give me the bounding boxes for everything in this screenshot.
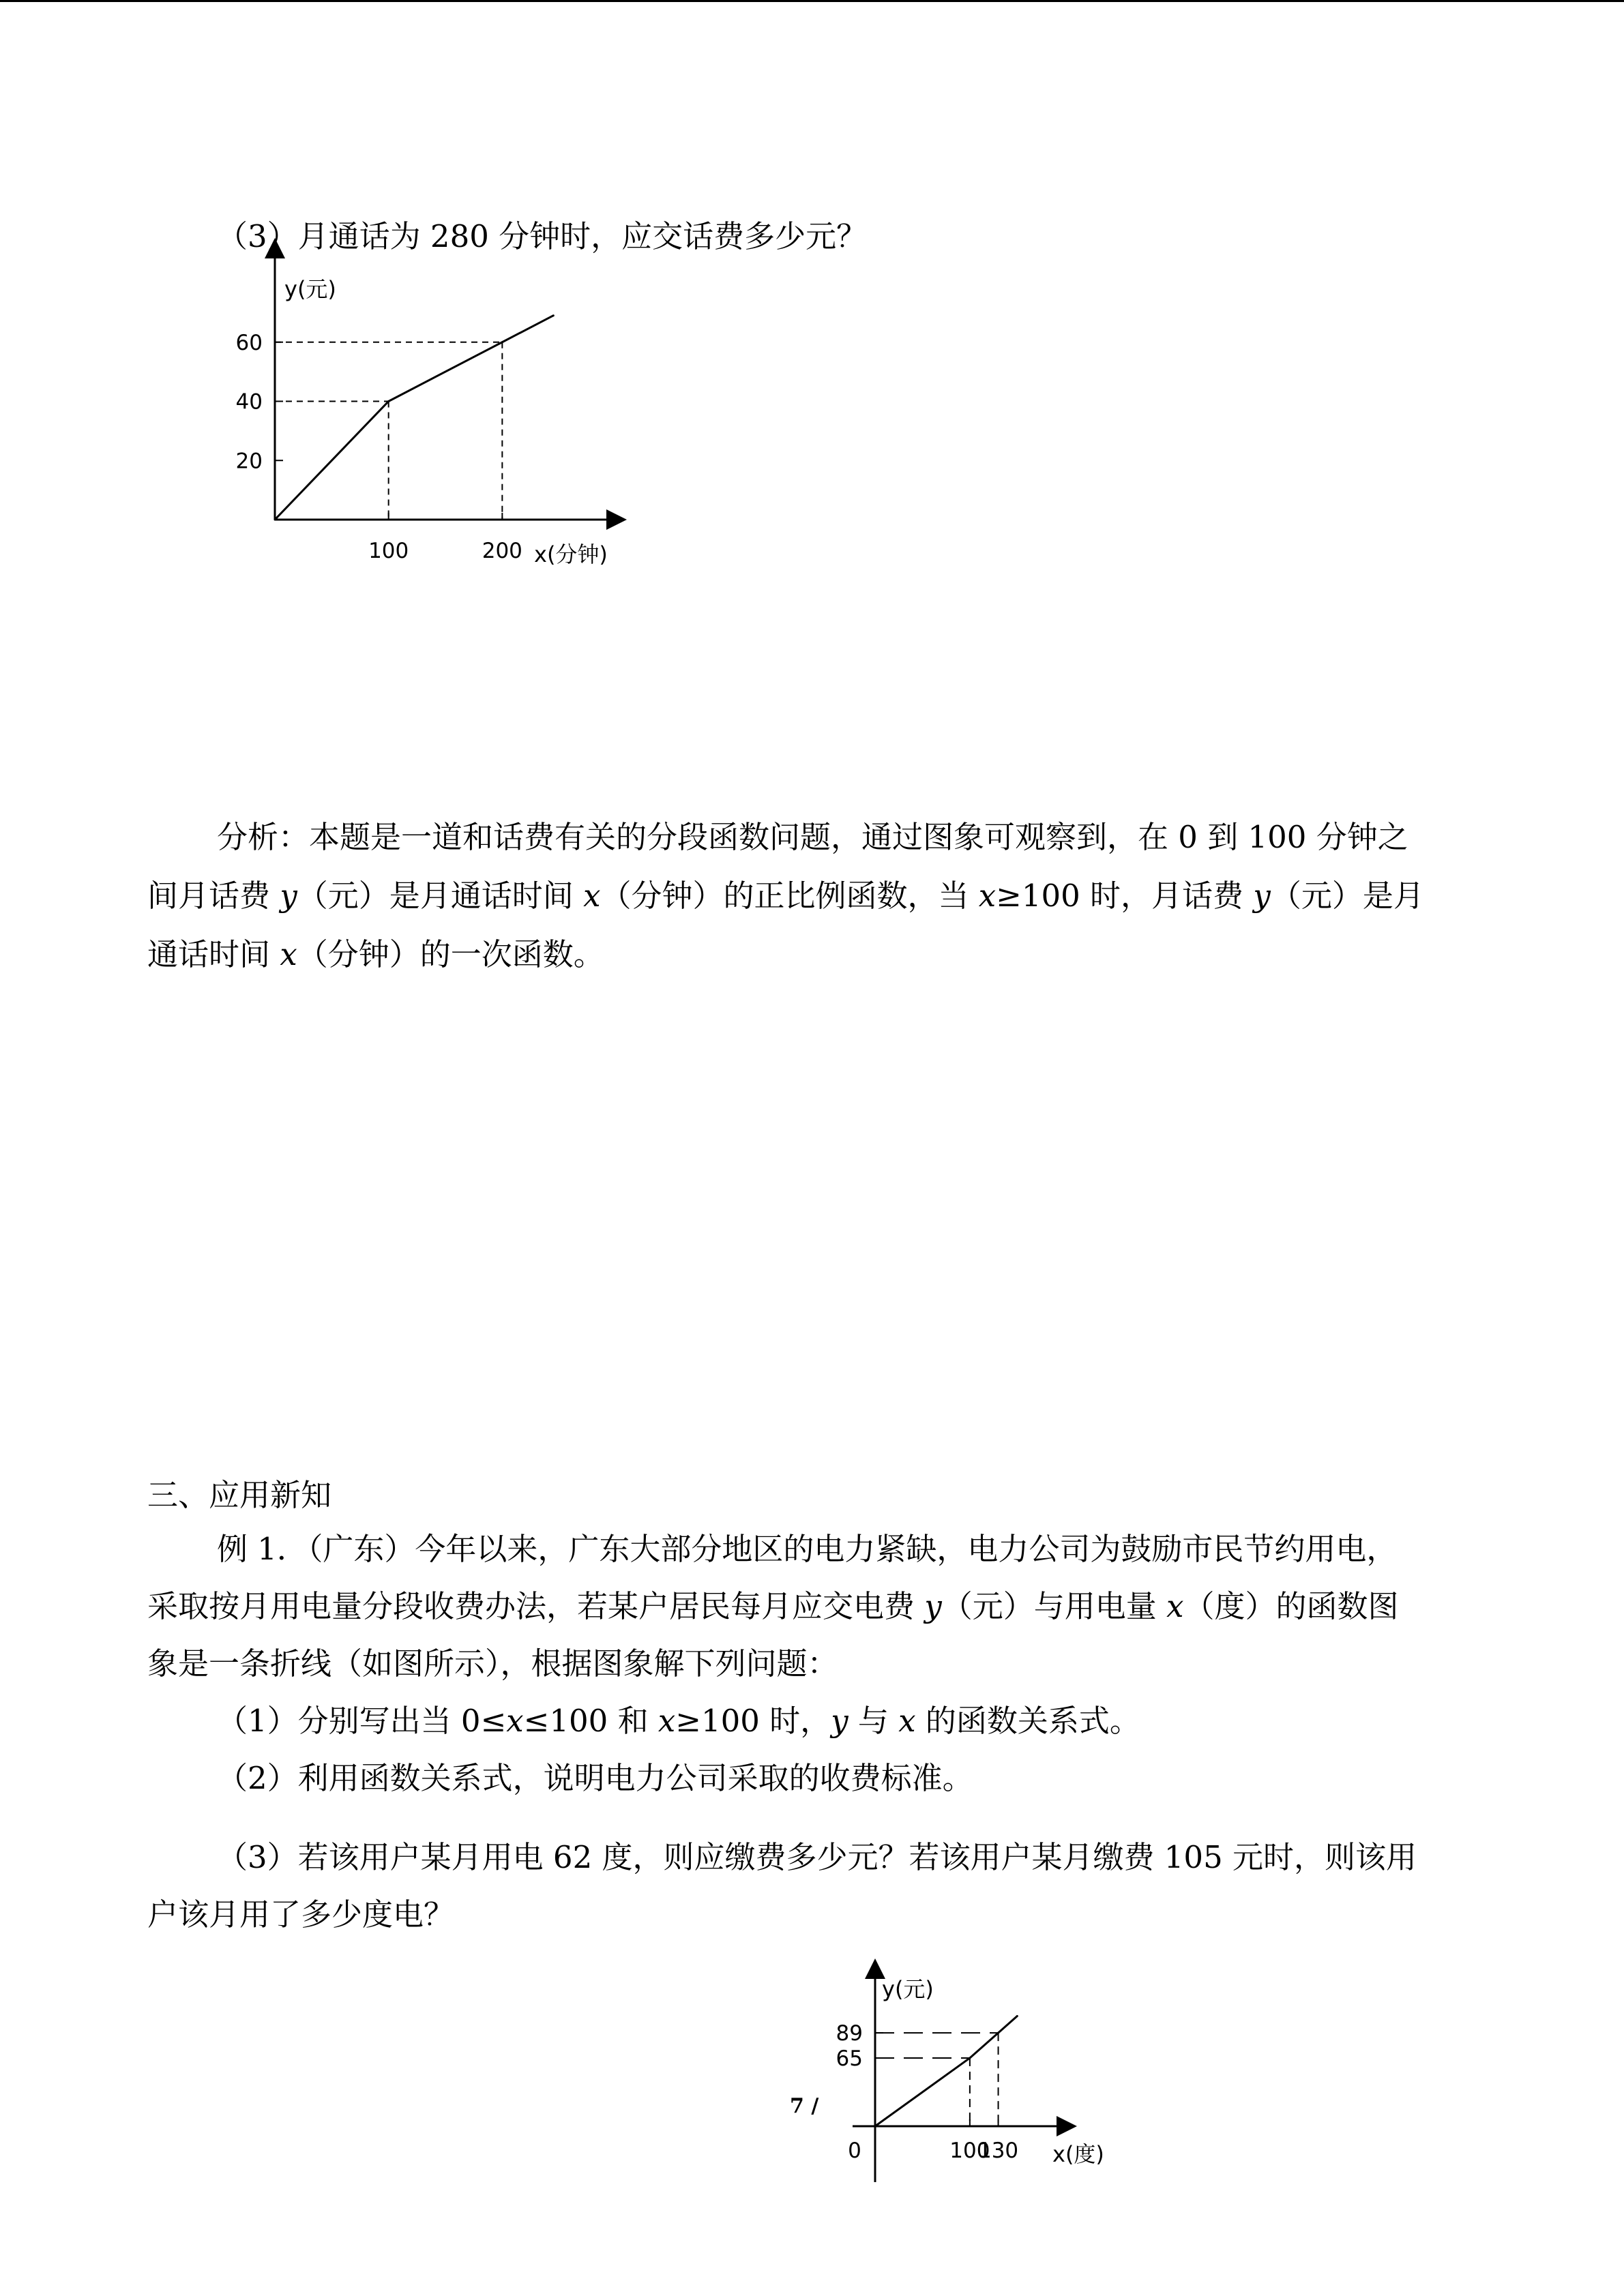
example-1-line-2: 采取按月用电量分段收费办法，若某户居民每月应交电费 y（元）与用电量 x（度）的函数图 xyxy=(147,1588,1399,1624)
data-point xyxy=(1016,2015,1018,2017)
data-point xyxy=(501,341,503,343)
x-axis-label: x(度) xyxy=(1052,2141,1104,2167)
data-point xyxy=(552,314,555,316)
analysis-line-3: 通话时间 x（分钟）的一次函数。 xyxy=(147,936,604,972)
x-axis-label: x(分钟) xyxy=(534,541,608,567)
example-1-line-3: 象是一条折线（如图所示），根据图象解下列问题： xyxy=(147,1645,838,1682)
origin-label: 0 xyxy=(848,2138,861,2163)
data-point xyxy=(969,2057,971,2059)
phone-fee-chart xyxy=(232,266,641,580)
x-tick-label: 100 xyxy=(368,539,409,563)
analysis-line-2: 间月话费 y（元）是月通话时间 x（分钟）的正比例函数，当 x≥100 时，月话费 y（元）是月 xyxy=(147,878,1424,914)
data-point xyxy=(387,400,389,402)
data-point xyxy=(274,519,276,521)
x-tick-label: 200 xyxy=(482,539,522,563)
section-title: 三、应用新知 xyxy=(147,1477,332,1513)
data-series-line xyxy=(275,316,553,520)
example-1-q3-line-1: （3）若该用户某月用电 62 度，则应缴费多少元？若该用户某月缴费 105 元时，则该用 xyxy=(217,1839,1417,1875)
y-tick-label: 20 xyxy=(235,449,263,474)
y-tick-label: 65 xyxy=(836,2046,863,2071)
y-tick-label: 89 xyxy=(836,2021,863,2046)
x-tick-label: 100 xyxy=(949,2138,990,2163)
page-number: 7 / xyxy=(790,2094,819,2118)
example-1-line-1: 例 1．（广东）今年以来，广东大部分地区的电力紧缺，电力公司为鼓励市民节约用电， xyxy=(217,1531,1398,1567)
data-point xyxy=(874,2126,876,2128)
top-border-line xyxy=(0,0,1624,2)
x-tick-label: 130 xyxy=(977,2138,1019,2163)
analysis-line-1: 分析：本题是一道和话费有关的分段函数问题，通过图象可观察到，在 0 到 100 分钟之 xyxy=(217,819,1408,855)
example-1-q1: （1）分别写出当 0≤x≤100 和 x≥100 时，y 与 x 的函数关系式。 xyxy=(217,1703,1140,1739)
y-tick-label: 60 xyxy=(235,330,263,355)
y-axis-label: y(元) xyxy=(882,1976,934,2002)
question-3: （3）月通话为 280 分钟时，应交话费多少元？ xyxy=(217,218,868,254)
y-tick-label: 40 xyxy=(235,389,263,415)
example-1-q3-line-2: 户该月用了多少度电？ xyxy=(147,1896,455,1933)
electricity-fee-chart xyxy=(836,1950,1221,2182)
data-point xyxy=(997,2032,999,2034)
y-axis-label: y(元) xyxy=(284,276,336,302)
example-1-q2: （2）利用函数关系式，说明电力公司采取的收费标准。 xyxy=(217,1760,973,1796)
